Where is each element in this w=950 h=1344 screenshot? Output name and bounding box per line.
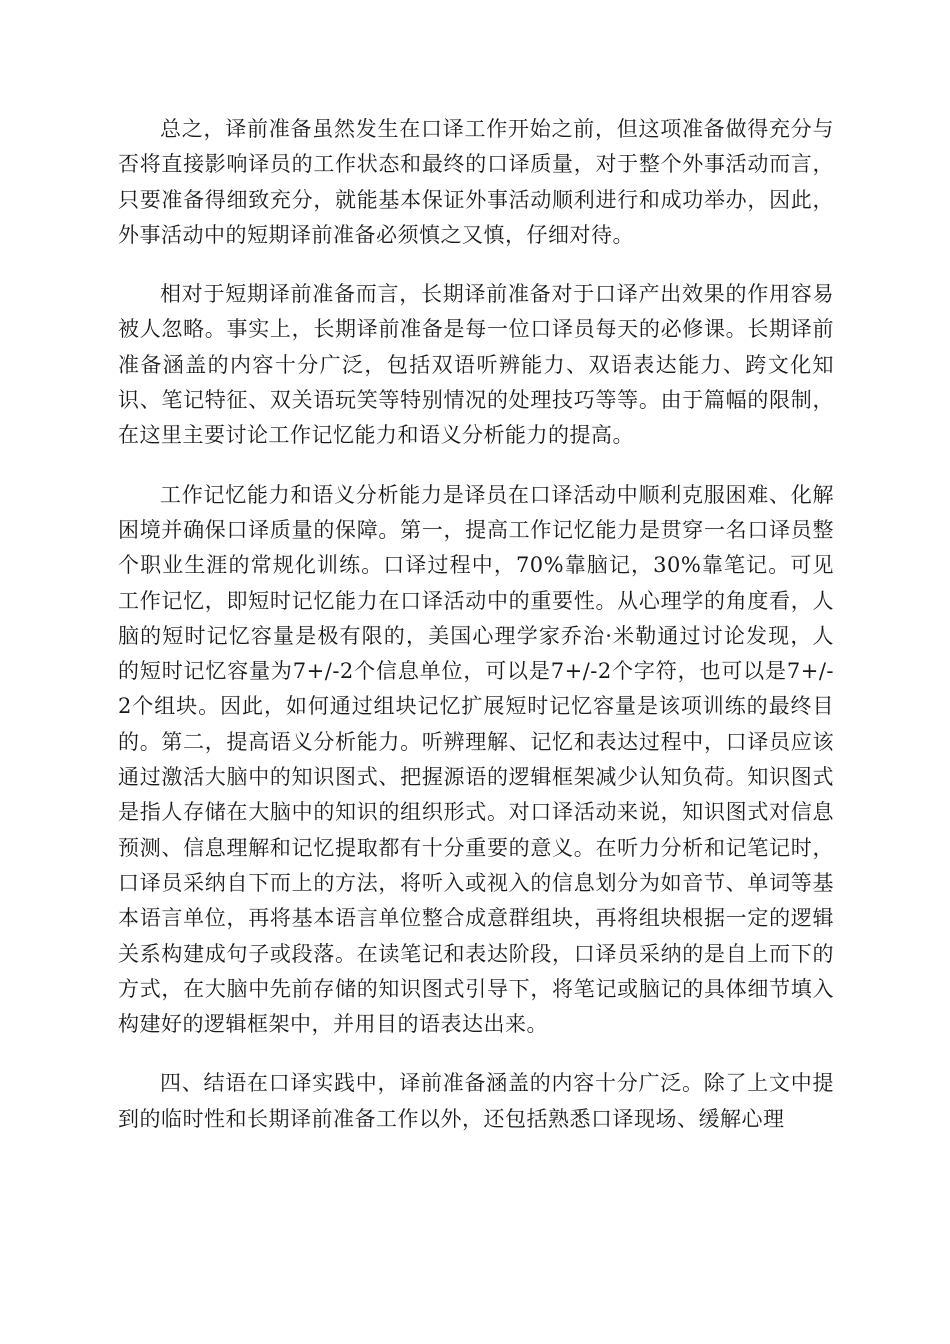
- paragraph-working-memory-semantic-analysis: 工作记忆能力和语义分析能力是译员在口译活动中顺利克服困难、化解困境并确保口译质量的保障。第一，提高工作记忆能力是贯穿一名口译员整个职业生涯的常规化训练。口译过程中，70%靠脑记，30%靠笔记。可见工作记忆，即短时记忆能力在口译活动中的重要性。从心理学的角度看，人脑的短时记忆容量是极有限的，美国心理学家乔治·米勒通过讨论发现，人的短时记忆容量为7+/-2个信息单位，可以是7+/-2个字符，也可以是7+/-2个组块。因此，如何通过组块记忆扩展短时记忆容量是该项训练的最终目的。第二，提高语义分析能力。听辨理解、记忆和表达过程中，口译员应该通过激活大脑中的知识图式、把握源语的逻辑框架减少认知负荷。知识图式是指人存储在大脑中的知识的组织形式。对口译活动来说，知识图式对信息预测、信息理解和记忆提取都有十分重要的意义。在听力分析和记笔记时，口译员采纳自下而上的方法，将听入或视入的信息划分为如音节、单词等基本语言单位，再将基本语言单位整合成意群组块，再将组块根据一定的逻辑关系构建成句子或段落。在读笔记和表达阶段，口译员采纳的是自上而下的方式，在大脑中先前存储的知识图式引导下，将笔记或脑记的具体细节填入构建好的逻辑框架中，并用目的语表达出来。: [118, 482, 834, 1037]
- document-body: [118, 112, 834, 1137]
- paragraph-conclusion-short-term: 总之，译前准备虽然发生在口译工作开始之前，但这项准备做得充分与否将直接影响译员的工作状态和最终的口译质量，对于整个外事活动而言，只要准备得细致充分，就能基本保证外事活动顺利进行和成功举办，因此，外事活动中的短期译前准备必须慎之又慎，仔细对待。: [118, 117, 834, 247]
- paragraph-long-term-preparation: 相对于短期译前准备而言，长期译前准备对于口译产出效果的作用容易被人忽略。事实上，长期译前准备是每一位口译员每天的必修课。长期译前准备涵盖的内容十分广泛，包括双语听辨能力、双语表达能力、跨文化知识、笔记特征、双关语玩笑等特别情况的处理技巧等等。由于篇幅的限制，在这里主要讨论工作记忆能力和语义分析能力的提高。: [118, 282, 834, 448]
- paragraph-section-four-conclusion: 四、结语在口译实践中，译前准备涵盖的内容十分广泛。除了上文中提到的临时性和长期译前准备工作以外，还包括熟悉口译现场、缓解心理: [118, 1071, 834, 1131]
